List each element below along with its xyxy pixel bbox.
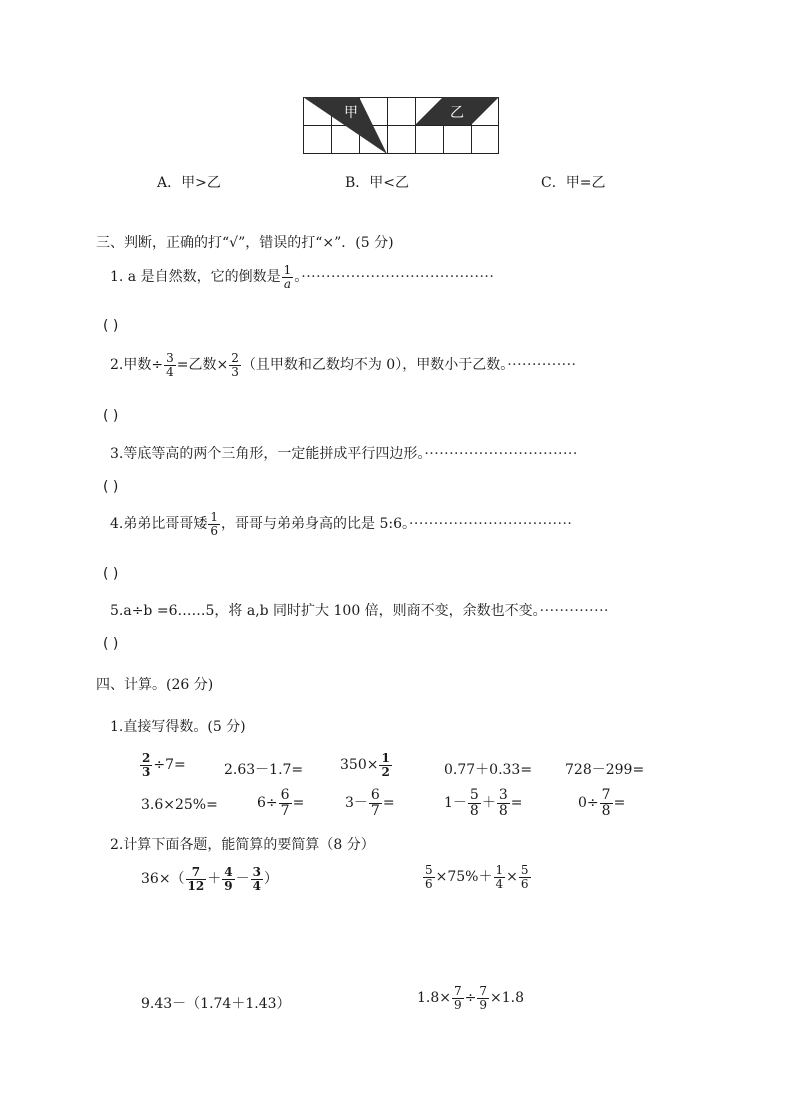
option-b[interactable]: B．甲<乙 [345,175,410,191]
q2-fraction-2: $\frac{2}{3}$ [231,351,239,379]
q2-fraction-1: $\frac{3}{4}$ [166,351,174,379]
answer-paren-3[interactable]: ( ) [103,479,119,495]
option-c[interactable]: C．甲=乙 [541,175,606,191]
calc-row2-expr5: 0÷ $\frac{7}{8}$ = [578,787,626,819]
answer-paren-4[interactable]: ( ) [103,566,119,582]
section3-title: 三、判断，正确的打“√”，错误的打“×”．(5 分) [96,235,394,251]
answer-paren-5[interactable]: ( ) [103,636,119,652]
q1-text: 1. a 是自然数，它的倒数是 [110,269,281,286]
calc-row2-expr4: 1－ $\frac{5}{8}$ ＋ $\frac{3}{8}$ = [444,787,523,819]
question-1: 1. a 是自然数，它的倒数是 $\frac{1}{a}$ 。······································· [110,263,495,291]
q2-dots: ·············· [507,357,577,374]
compute-expr-1: 36×（ $\frac{7}{12}$ ＋ $\frac{4}{9}$ － $\frac{3}{4}$ ） [141,865,278,893]
subsection-1-title: 1.直接写得数。(5 分) [110,719,246,735]
q4-dots: ································· [408,516,573,533]
compute-expr-2: $\frac{5}{6}$ ×75%＋ $\frac{1}{4}$ × $\frac{5}{6}$ [425,863,529,891]
q3-dots: ······························· [424,446,578,462]
label-yi: 乙 [450,105,464,121]
calc-row1-expr2: 2.63－1.7= [224,762,304,778]
q5-dots: ·············· [539,603,609,619]
calc-row2-expr3: 3－ $\frac{6}{7}$ = [345,787,395,819]
answer-paren-1[interactable]: ( ) [103,318,119,334]
calc-row2-expr1: 3.6×25%= [141,797,218,813]
question-4: 4.弟弟比哥哥矮 $\frac{1}{6}$ ，哥哥与弟弟身高的比是 5:6。································· [110,510,573,538]
question-3: 3.等底等高的两个三角形，一定能拼成平行四边形。······························· [110,446,578,462]
grid-figure [303,97,499,155]
compute-expr-3: 9.43－（1.74＋1.43） [141,996,291,1012]
calc-row2-expr2: 6÷ $\frac{6}{7}$ = [257,787,305,819]
section4-title: 四、计算。(26 分) [96,677,214,693]
question-5: 5.a÷b =6……5，将 a,b 同时扩大 100 倍，则商不变，余数也不变。·············· [110,603,609,619]
option-a[interactable]: A．甲>乙 [157,175,221,191]
calc-row1-expr5: 728－299= [565,762,645,778]
q4-fraction: $\frac{1}{6}$ [210,510,218,538]
q1-fraction: $\frac{1}{a}$ [283,263,292,291]
q1-dots: ······································· [301,269,495,286]
calc-row1-expr4: 0.77＋0.33= [444,762,533,778]
subsection-2-title: 2.计算下面各题，能简算的要简算（8 分） [110,837,375,853]
calc-row1-expr1: $\frac{2}{3}$ ÷7= [142,751,186,779]
answer-paren-2[interactable]: ( ) [103,408,119,424]
question-2: 2.甲数÷ $\frac{3}{4}$ =乙数× $\frac{2}{3}$ （且甲数和乙数均不为 0），甲数小于乙数。·············· [110,351,577,379]
compute-expr-4: 1.8× $\frac{7}{9}$ ÷ $\frac{7}{9}$ ×1.8 [417,984,525,1012]
calc-row1-expr3: 350× $\frac{1}{2}$ [340,751,390,779]
label-jia: 甲 [344,105,358,121]
